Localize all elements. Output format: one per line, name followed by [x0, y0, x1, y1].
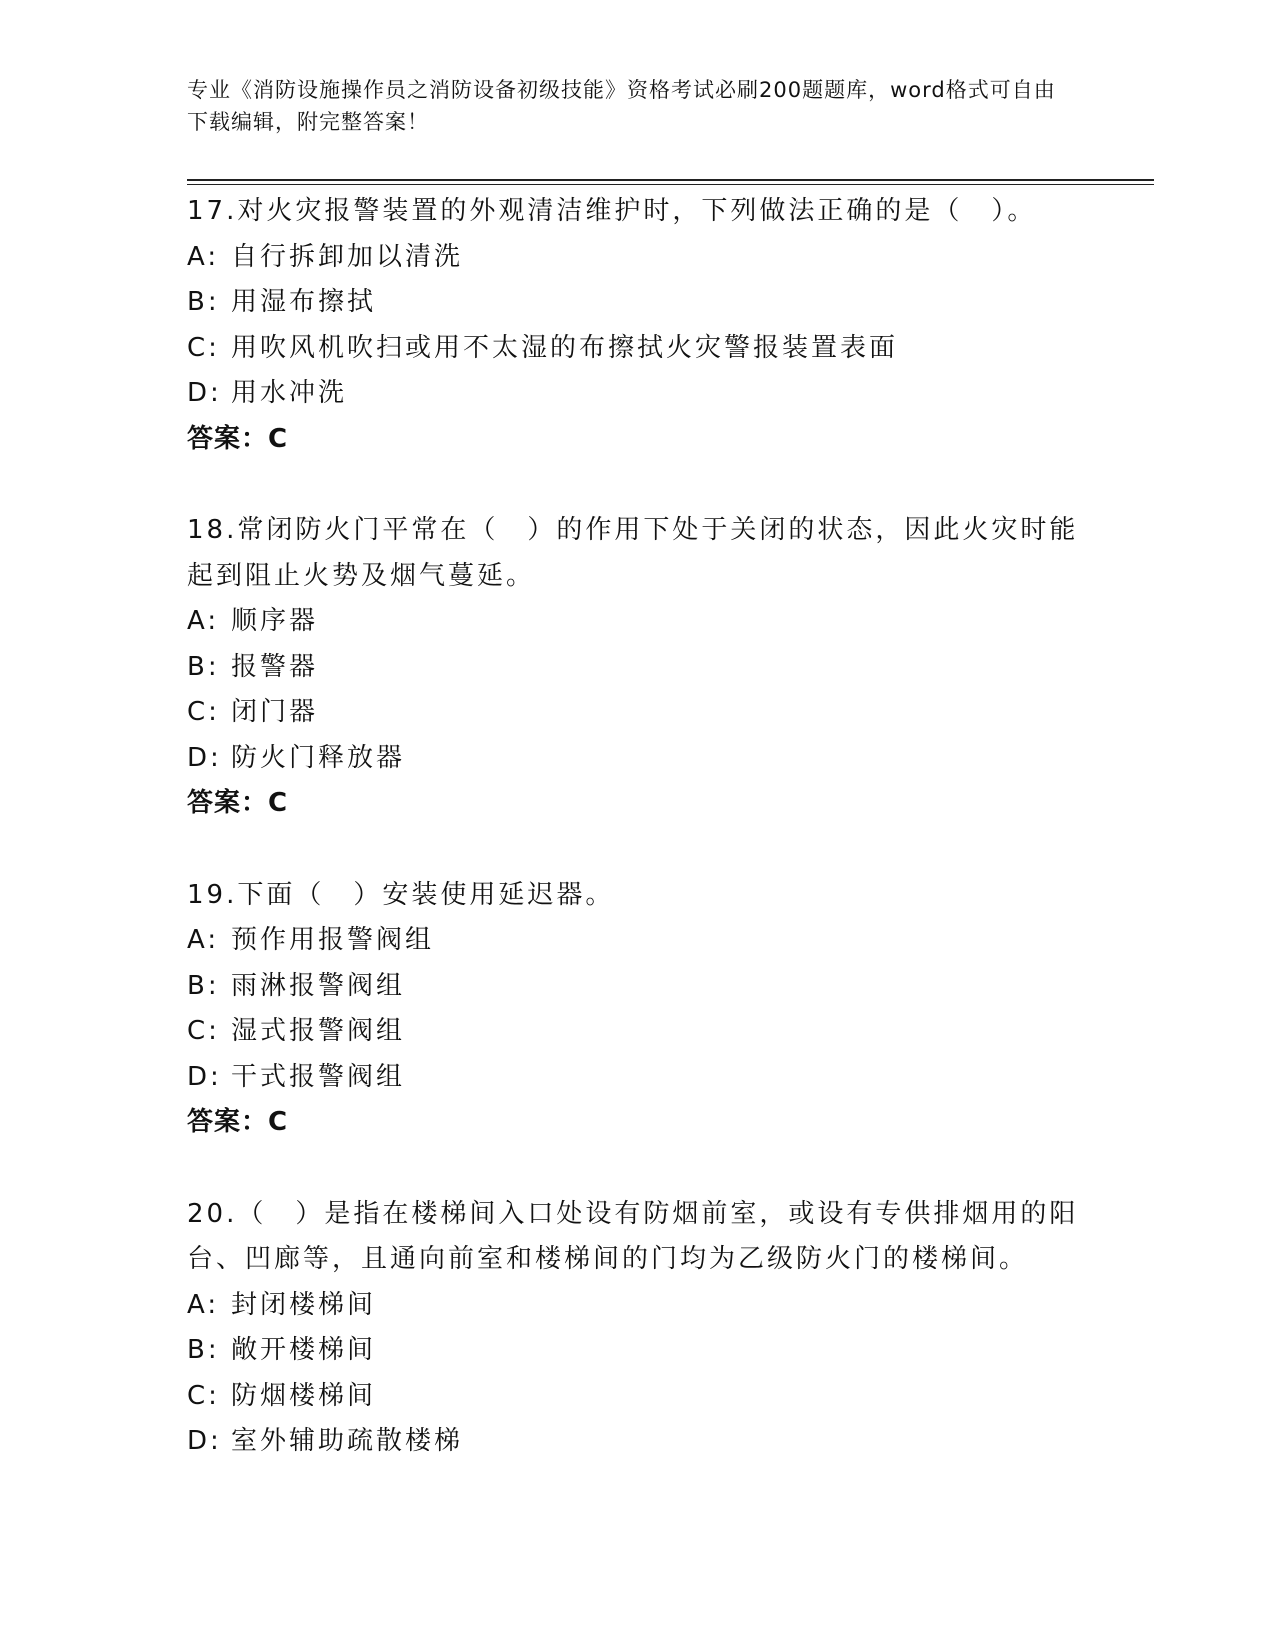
option-a	[187, 1283, 1087, 1329]
answer: 答案：C	[187, 788, 289, 818]
option-letter: A:	[187, 241, 220, 272]
option-text: 顺序器	[231, 606, 319, 636]
option-text: 防火门释放器	[231, 742, 406, 773]
option-text: 干式报警阀组	[231, 1061, 406, 1092]
option-text: 用吹风机吹扫或用不太湿的布擦拭火灾警报装置表面	[231, 332, 899, 363]
option-d	[187, 736, 1087, 782]
option-letter: B:	[187, 970, 220, 1001]
option-letter: D:	[187, 742, 222, 773]
question-20	[187, 1192, 1087, 1465]
option-letter: B:	[187, 1335, 220, 1365]
option-letter: D:	[187, 1426, 222, 1456]
option-d	[187, 371, 1087, 417]
option-a	[187, 918, 1087, 964]
option-text: 雨淋报警阀组	[231, 970, 406, 1001]
option-letter: A:	[187, 606, 220, 636]
option-text: 湿式报警阀组	[231, 1016, 406, 1046]
option-text: 敞开楼梯间	[231, 1335, 377, 1365]
option-text: 用水冲洗	[231, 378, 348, 408]
option-text: 用湿布擦拭	[231, 287, 377, 317]
option-letter: B:	[187, 287, 220, 317]
answer: 答案：C	[187, 423, 289, 454]
option-text: 防烟楼梯间	[231, 1380, 377, 1411]
option-a	[187, 235, 1087, 281]
option-letter: A:	[187, 1289, 220, 1320]
question-text: 20.（ ）是指在楼梯间入口处设有防烟前室，或设有专供排烟用的阳台、凹廊等，且通向前室和楼梯间的门均为乙级防火门的楼梯间。	[187, 1198, 1079, 1274]
answer: 答案：C	[187, 1107, 289, 1137]
question-text: 19.下面（ ）安装使用延迟器。	[187, 879, 615, 910]
option-text: 自行拆卸加以清洗	[231, 241, 464, 272]
header-divider-thin	[187, 184, 1154, 185]
option-text: 报警器	[231, 651, 319, 682]
option-text: 预作用报警阀组	[231, 925, 435, 955]
option-letter: C:	[187, 1380, 220, 1411]
question-19	[187, 873, 1087, 1146]
option-letter: A:	[187, 925, 220, 955]
header-title: 专业《消防设施操作员之消防设备初级技能》资格考试必刷200题题库，word格式可自由下载编辑，附完整答案！	[187, 78, 1056, 134]
option-a	[187, 599, 1087, 645]
option-b	[187, 645, 1087, 691]
question-18	[187, 508, 1087, 827]
header-divider-thick	[187, 179, 1154, 181]
question-text: 17.对火灾报警装置的外观清洁维护时，下列做法正确的是（ ）。	[187, 196, 1037, 226]
option-b	[187, 280, 1087, 326]
option-b	[187, 1328, 1087, 1374]
option-letter: B:	[187, 651, 220, 682]
option-c	[187, 690, 1087, 736]
option-letter: C:	[187, 697, 220, 727]
question-list	[187, 189, 1087, 1465]
option-b	[187, 964, 1087, 1010]
option-d	[187, 1055, 1087, 1101]
option-letter: D:	[187, 1061, 222, 1092]
option-text: 封闭楼梯间	[231, 1289, 377, 1320]
question-text: 18.常闭防火门平常在（ ）的作用下处于关闭的状态，因此火灾时能起到阻止火势及烟气蔓延。	[187, 515, 1079, 591]
option-d	[187, 1419, 1087, 1465]
option-letter: C:	[187, 1016, 220, 1046]
question-17	[187, 189, 1087, 462]
option-c	[187, 1009, 1087, 1055]
option-letter: C:	[187, 332, 220, 363]
option-letter: D:	[187, 378, 222, 408]
document-header	[187, 74, 1077, 138]
option-text: 室外辅助疏散楼梯	[231, 1426, 464, 1456]
option-c	[187, 1374, 1087, 1420]
option-c	[187, 326, 1087, 372]
option-text: 闭门器	[231, 697, 319, 727]
